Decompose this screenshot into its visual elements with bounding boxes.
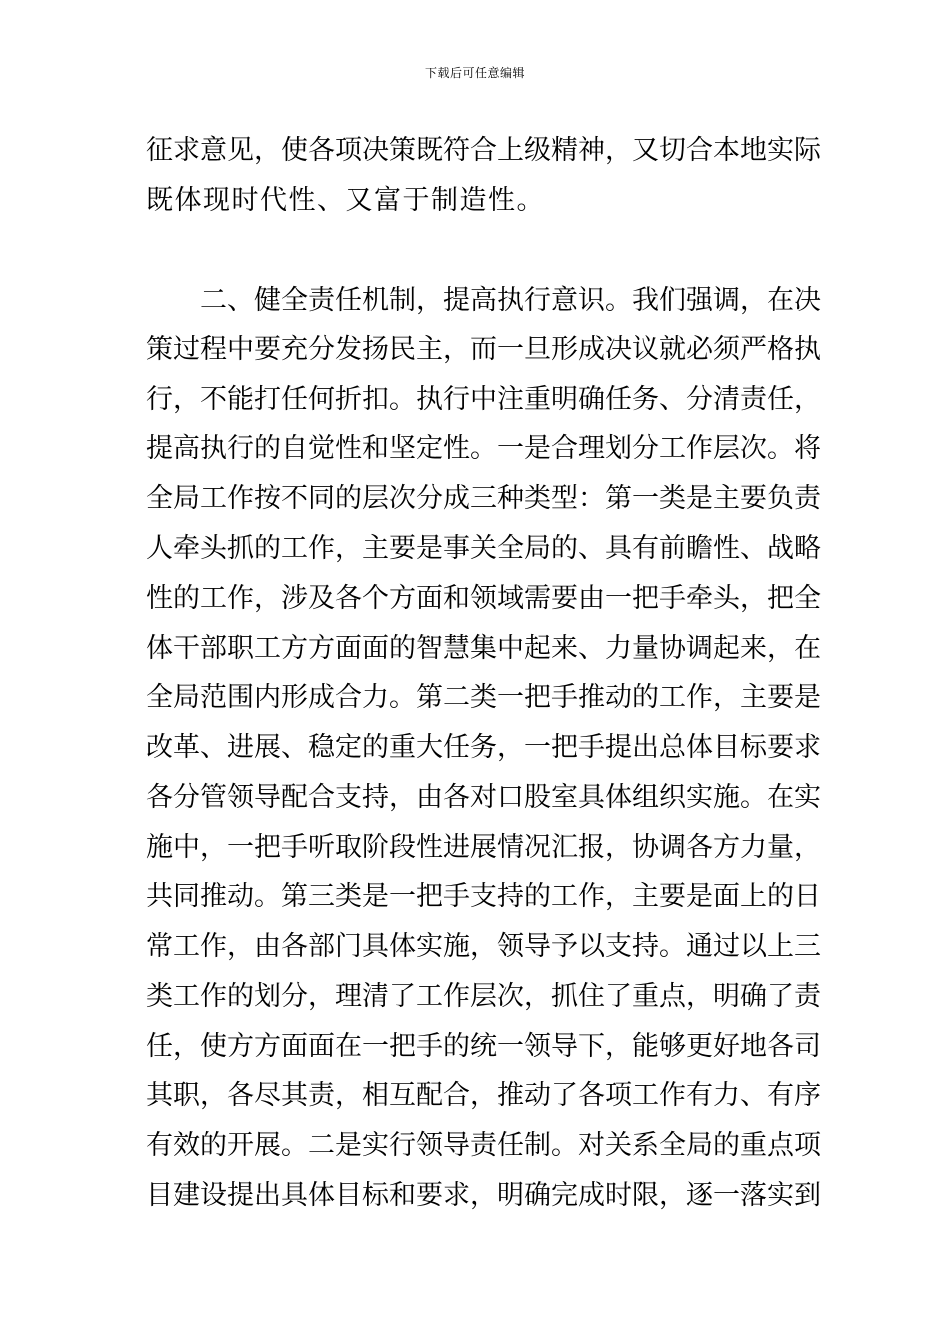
paragraph-2-line-2: 策过程中要充分发扬民主，而一旦形成决议就必须严格执 (146, 334, 821, 365)
paragraph-2-line-10: 改革、进展、稳定的重大任务，一把手提出总体目标要求 (146, 732, 821, 763)
paragraph-2-line-17: 其职，各尽其责，相互配合，推动了各项工作有力、有序 (146, 1080, 821, 1111)
paragraph-2-line-4: 提高执行的自觉性和坚定性。一是合理划分工作层次。将 (146, 433, 821, 464)
paragraph-2-line-8: 体干部职工方方面面的智慧集中起来、力量协调起来，在 (146, 633, 821, 664)
paragraph-2-line-7: 性的工作，涉及各个方面和领域需要由一把手牵头，把全 (146, 583, 821, 614)
paragraph-2-line-13: 共同推动。第三类是一把手支持的工作，主要是面上的日 (146, 881, 821, 912)
paragraph-2-line-5: 全局工作按不同的层次分成三种类型：第一类是主要负责 (146, 483, 821, 514)
paragraph-1-line-1: 征求意见，使各项决策既符合上级精神，又切合本地实际 (146, 135, 821, 166)
page-header: 下载后可任意编辑 (424, 66, 525, 80)
paragraph-2-line-18: 有效的开展。二是实行领导责任制。对关系全局的重点项 (146, 1130, 821, 1161)
paragraph-2-line-11: 各分管领导配合支持，由各对口股室具体组织实施。在实 (146, 782, 821, 813)
paragraph-2-line-15: 类工作的划分，理清了工作层次，抓住了重点，明确了责 (146, 981, 821, 1012)
paragraph-1-line-2: 既体现时代性、又富于制造性。 (146, 185, 545, 216)
paragraph-2-line-3: 行，不能打任何折扣。执行中注重明确任务、分清责任， (146, 384, 821, 415)
paragraph-2-line-9: 全局范围内形成合力。第二类一把手推动的工作，主要是 (146, 682, 821, 713)
paragraph-2-line-6: 人牵头抓的工作，主要是事关全局的、具有前瞻性、战略 (146, 533, 821, 564)
paragraph-2-line-12: 施中，一把手听取阶段性进展情况汇报，协调各方力量， (146, 832, 821, 863)
paragraph-2-line-14: 常工作，由各部门具体实施，领导予以支持。通过以上三 (146, 931, 821, 962)
paragraph-2-line-19: 目建设提出具体目标和要求，明确完成时限，逐一落实到 (146, 1180, 821, 1211)
paragraph-2-line-1: 二、健全责任机制，提高执行意识。我们强调，在决 (200, 285, 821, 316)
paragraph-2-line-16: 任，使方方面面在一把手的统一领导下，能够更好地各司 (146, 1031, 821, 1062)
